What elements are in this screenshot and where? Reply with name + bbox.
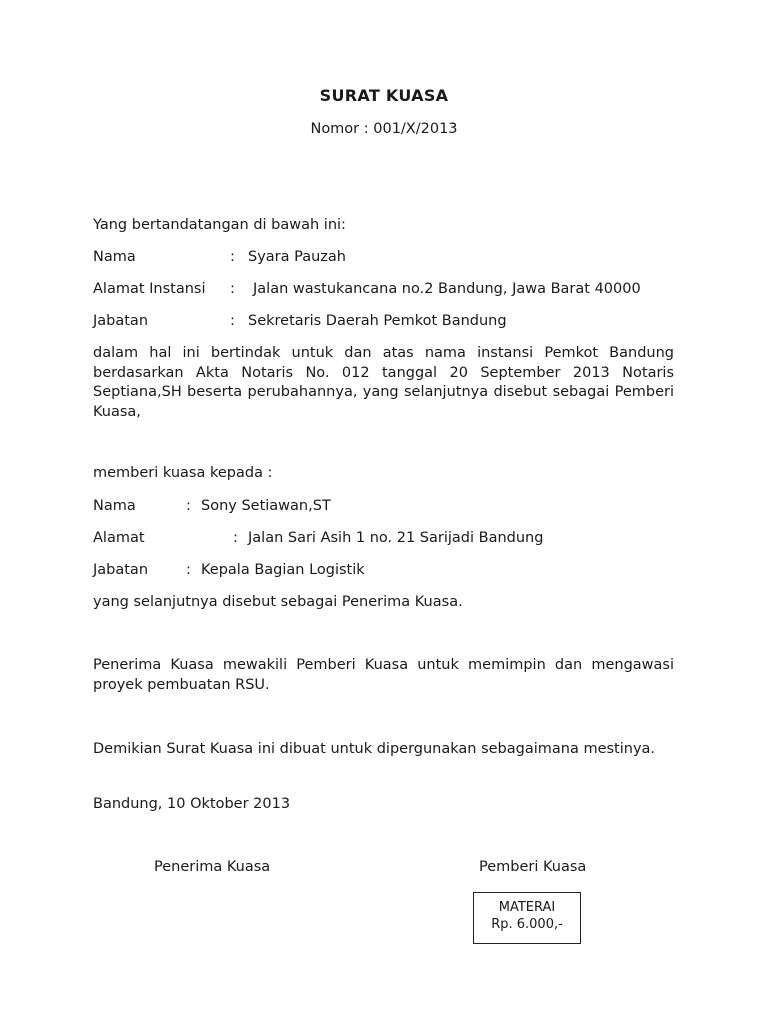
- signature-pemberi-label: Pemberi Kuasa: [479, 859, 587, 875]
- pemberi-address-colon: :: [230, 281, 235, 297]
- penerima-name-label: Nama: [93, 498, 136, 514]
- penerima-address-colon: :: [233, 530, 238, 546]
- stamp-value: Rp. 6.000,-: [491, 917, 563, 932]
- document-number: Nomor : 001/X/2013: [310, 121, 458, 137]
- pemberi-name-value: Syara Pauzah: [248, 249, 346, 265]
- pemberi-name-colon: :: [230, 249, 235, 265]
- signature-penerima-label: Penerima Kuasa: [154, 859, 271, 875]
- place-date: Bandung, 10 Oktober 2013: [93, 796, 291, 812]
- pemberi-address-label: Alamat Instansi: [93, 281, 206, 297]
- penerima-sentence: yang selanjutnya disebut sebagai Penerima Kuasa.: [93, 594, 463, 610]
- document-title: SURAT KUASA: [319, 86, 449, 105]
- penerima-name-colon: :: [186, 498, 191, 514]
- penerima-address-label: Alamat: [93, 530, 145, 546]
- stamp-title: MATERAI: [498, 900, 556, 915]
- materai-stamp-box: [473, 892, 581, 944]
- penerima-position-label: Jabatan: [93, 562, 149, 578]
- pemberi-position-colon: :: [230, 313, 235, 329]
- pemberi-position-label: Jabatan: [93, 313, 149, 329]
- pemberi-paragraph: dalam hal ini bertindak untuk dan atas nama instansi Pemkot Bandung berdasarkan Akta Notaris No. 012 tanggal 20 September 2013 Notaris Septiana,SH beserta perubahannya, yang selanjutnya disebut sebagai Pemberi Kuasa,: [93, 345, 674, 420]
- pemberi-address-value: Jalan wastukancana no.2 Bandung, Jawa Barat 40000: [253, 281, 641, 297]
- penerima-position-value: Kepala Bagian Logistik: [201, 562, 365, 578]
- tugas-paragraph: Penerima Kuasa mewakili Pemberi Kuasa untuk memimpin dan mengawasi proyek pembuatan RSU.: [93, 657, 674, 693]
- intro-text: Yang bertandatangan di bawah ini:: [93, 217, 346, 233]
- penerima-name-value: Sony Setiawan,ST: [201, 498, 331, 514]
- memberi-kuasa-text: memberi kuasa kepada :: [93, 465, 273, 481]
- pemberi-position-value: Sekretaris Daerah Pemkot Bandung: [248, 313, 507, 329]
- penerima-position-colon: :: [186, 562, 191, 578]
- penerima-address-value: Jalan Sari Asih 1 no. 21 Sarijadi Bandung: [248, 530, 544, 546]
- penutup-paragraph: Demikian Surat Kuasa ini dibuat untuk dipergunakan sebagaimana mestinya.: [93, 741, 656, 757]
- pemberi-name-label: Nama: [93, 249, 136, 265]
